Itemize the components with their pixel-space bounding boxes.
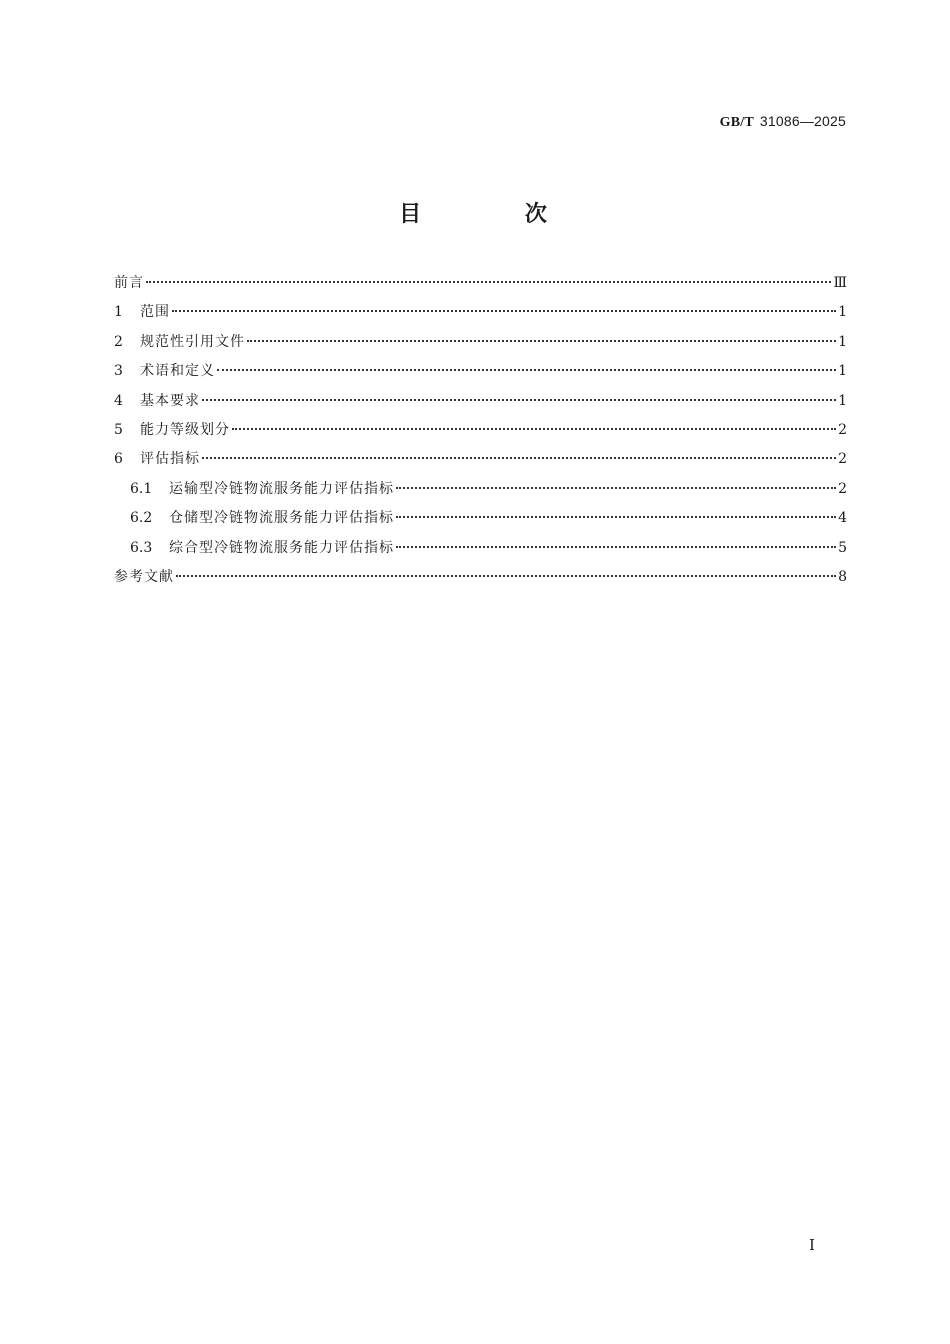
- toc-entry-text: 参考文献: [114, 568, 174, 585]
- toc-entry-page: 1: [838, 363, 847, 380]
- toc-entry-text: 能力等级划分: [140, 421, 230, 438]
- toc-entry-text: 仓储型冷链物流服务能力评估指标: [169, 510, 394, 527]
- toc-entry-number: 6: [114, 451, 123, 468]
- toc-leader: [396, 546, 836, 548]
- toc-entry-text: 基本要求: [140, 392, 200, 409]
- toc-entry-page: Ⅲ: [833, 275, 847, 291]
- toc-entry-text: 运输型冷链物流服务能力评估指标: [169, 480, 394, 497]
- toc-entry-number: 4: [114, 392, 123, 409]
- toc-entry-number: 3: [114, 363, 123, 380]
- toc-entry-6-3[interactable]: [114, 538, 847, 567]
- toc-entry-number: 6.1: [130, 480, 153, 497]
- toc-entry-page: 2: [838, 421, 847, 438]
- standard-code: [720, 113, 846, 131]
- toc-entry-page: 2: [838, 480, 847, 497]
- toc-entry-5[interactable]: [114, 420, 847, 449]
- page-number: Ⅰ: [809, 1236, 815, 1254]
- toc-leader: [396, 516, 836, 518]
- toc-entry-6[interactable]: [114, 449, 847, 478]
- toc-entry-number: 1: [114, 304, 123, 321]
- toc-entry-text: 综合型冷链物流服务能力评估指标: [169, 539, 394, 556]
- toc-leader: [176, 575, 836, 577]
- toc-leader: [146, 281, 831, 283]
- toc-entry-page: 1: [838, 392, 847, 409]
- toc-entry-text: 术语和定义: [140, 363, 215, 380]
- standard-number: 31086—2025: [759, 113, 846, 129]
- toc-entry-page: 1: [838, 304, 847, 321]
- toc-entry-page: 8: [838, 568, 847, 585]
- toc-leader: [172, 310, 836, 312]
- toc-entry-bibliography[interactable]: [114, 567, 847, 596]
- toc-entry-page: 2: [838, 451, 847, 468]
- toc-entry-number: 2: [114, 333, 123, 350]
- toc-entry-foreword[interactable]: [114, 273, 847, 302]
- page-title: 目 次: [399, 202, 595, 227]
- toc-entry-number: 5: [114, 421, 123, 438]
- toc-leader: [396, 487, 836, 489]
- toc-leader: [232, 428, 836, 430]
- toc-entry-page: 4: [838, 510, 847, 527]
- table-of-contents: [114, 273, 847, 596]
- toc-entry-page: 5: [838, 539, 847, 556]
- toc-entry-text: 范围: [140, 304, 170, 321]
- toc-leader: [247, 340, 836, 342]
- toc-entry-6-1[interactable]: [114, 479, 847, 508]
- toc-entry-text: 规范性引用文件: [140, 333, 245, 350]
- toc-leader: [202, 399, 836, 401]
- toc-leader: [217, 369, 836, 371]
- toc-entry-text: 前言: [114, 275, 144, 291]
- standard-prefix: GB/T: [719, 115, 754, 130]
- toc-entry-1[interactable]: [114, 302, 847, 331]
- toc-entry-page: 1: [838, 333, 847, 350]
- toc-entry-2[interactable]: [114, 332, 847, 361]
- toc-entry-number: 6.2: [130, 510, 153, 527]
- toc-entry-3[interactable]: [114, 361, 847, 390]
- toc-entry-6-2[interactable]: [114, 508, 847, 537]
- toc-entry-number: 6.3: [130, 539, 153, 556]
- toc-entry-4[interactable]: [114, 391, 847, 420]
- toc-entry-text: 评估指标: [140, 451, 200, 468]
- toc-leader: [202, 457, 836, 459]
